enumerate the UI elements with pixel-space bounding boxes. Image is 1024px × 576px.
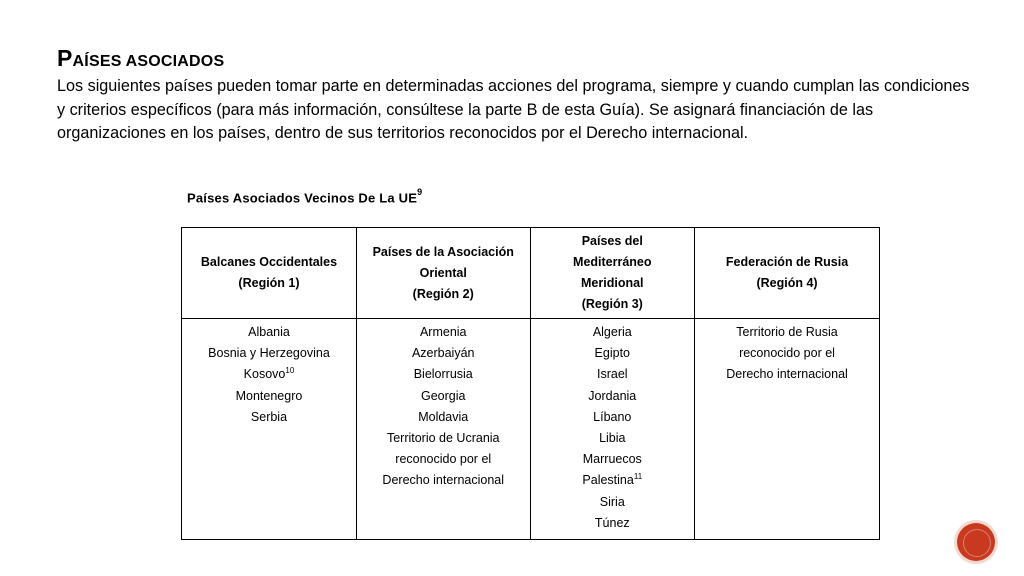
country-item xyxy=(183,386,355,407)
country-name: Serbia xyxy=(250,409,288,424)
country-item xyxy=(358,322,529,343)
footnote-marker: 10 xyxy=(285,366,295,376)
country-item xyxy=(532,428,694,449)
countries-region-4 xyxy=(695,319,880,540)
header-line: Meridional xyxy=(581,276,644,290)
country-name: Egipto xyxy=(594,346,630,361)
header-line: (Región 3) xyxy=(581,297,643,311)
country-name: Armenia xyxy=(419,325,467,339)
country-name: Libia xyxy=(599,431,626,446)
country-item xyxy=(183,322,355,343)
countries-region-3 xyxy=(530,319,695,540)
header-line: Balcanes Occidentales xyxy=(200,255,338,269)
table-header-row xyxy=(182,228,880,319)
country-item xyxy=(358,470,529,491)
header-region-2 xyxy=(356,228,530,319)
regions-table xyxy=(181,227,880,540)
country-name: Bielorrusia xyxy=(413,367,473,382)
country-item xyxy=(532,492,694,513)
country-name: Azerbaiyán xyxy=(411,346,475,361)
country-name: Túnez xyxy=(594,515,630,530)
country-item xyxy=(183,364,355,385)
country-name: Jordania xyxy=(588,388,637,403)
country-item xyxy=(358,449,529,470)
country-name: reconocido por el xyxy=(395,452,492,467)
country-item xyxy=(532,407,694,428)
country-item xyxy=(696,364,878,385)
country-item xyxy=(358,364,529,385)
country-name: Montenegro xyxy=(235,388,303,403)
table-caption-footnote: 9 xyxy=(417,187,423,197)
slide-title xyxy=(57,44,224,76)
country-name: Siria xyxy=(599,494,625,509)
header-line: Países de la Asociación xyxy=(372,244,514,259)
country-name: Líbano xyxy=(593,409,632,424)
table-body-row xyxy=(182,319,880,540)
countries-region-1 xyxy=(182,319,357,540)
country-item xyxy=(532,386,694,407)
country-item xyxy=(358,407,529,428)
country-item xyxy=(532,470,694,491)
country-item xyxy=(358,428,529,449)
header-line: (Región 1) xyxy=(238,276,300,290)
country-name: Palestina xyxy=(582,473,634,488)
header-line: Países del xyxy=(581,234,643,248)
country-name: Kosovo xyxy=(243,367,286,382)
header-line: Federación de Rusia xyxy=(725,255,849,269)
country-name: reconocido por el xyxy=(739,346,835,361)
country-item xyxy=(358,343,529,364)
slide-title-rest: AÍSES ASOCIADOS xyxy=(72,53,225,70)
country-item xyxy=(532,513,694,534)
country-name: Moldavia xyxy=(418,409,469,424)
country-name: Territorio de Rusia xyxy=(736,325,838,339)
country-name: Territorio de Ucrania xyxy=(386,431,500,446)
country-name: Albania xyxy=(248,325,290,339)
table-caption xyxy=(187,189,422,205)
header-line: (Región 2) xyxy=(412,286,474,301)
country-name: Georgia xyxy=(420,388,466,403)
country-name: Marruecos xyxy=(582,452,642,467)
circle-button-icon[interactable] xyxy=(957,523,995,561)
country-item xyxy=(183,343,355,364)
countries-region-2 xyxy=(356,319,530,540)
intro-paragraph: Los siguientes países pueden tomar parte en determinadas acciones del programa, siempre y cuando cumplan las condiciones y criterios específicos (para más información, consúltese la parte B de esta Guía). Se asignará financiación de las organizaciones en los países, dentro de sus territorios reconocidos por el Derecho internacional. xyxy=(57,77,970,142)
country-item xyxy=(358,386,529,407)
country-name: Derecho internacional xyxy=(382,473,505,488)
country-item xyxy=(183,407,355,428)
header-region-3 xyxy=(530,228,695,319)
header-line: Oriental xyxy=(419,265,467,280)
country-name: Israel xyxy=(596,367,628,382)
slide-title-initial: P xyxy=(57,45,73,71)
country-item xyxy=(532,449,694,470)
country-item xyxy=(532,343,694,364)
country-item xyxy=(696,343,878,364)
header-region-4 xyxy=(695,228,880,319)
table-caption-text: Países Asociados Vecinos De La UE xyxy=(187,190,418,206)
country-item xyxy=(532,364,694,385)
country-name: Derecho internacional xyxy=(726,367,848,382)
country-name: Bosnia y Herzegovina xyxy=(208,346,330,361)
header-line: Mediterráneo xyxy=(573,255,652,269)
country-item xyxy=(532,322,694,343)
footnote-marker: 11 xyxy=(633,472,643,482)
country-name: Algeria xyxy=(592,325,632,339)
country-item xyxy=(696,322,878,343)
header-line: (Región 4) xyxy=(756,276,818,290)
header-region-1 xyxy=(182,228,357,319)
